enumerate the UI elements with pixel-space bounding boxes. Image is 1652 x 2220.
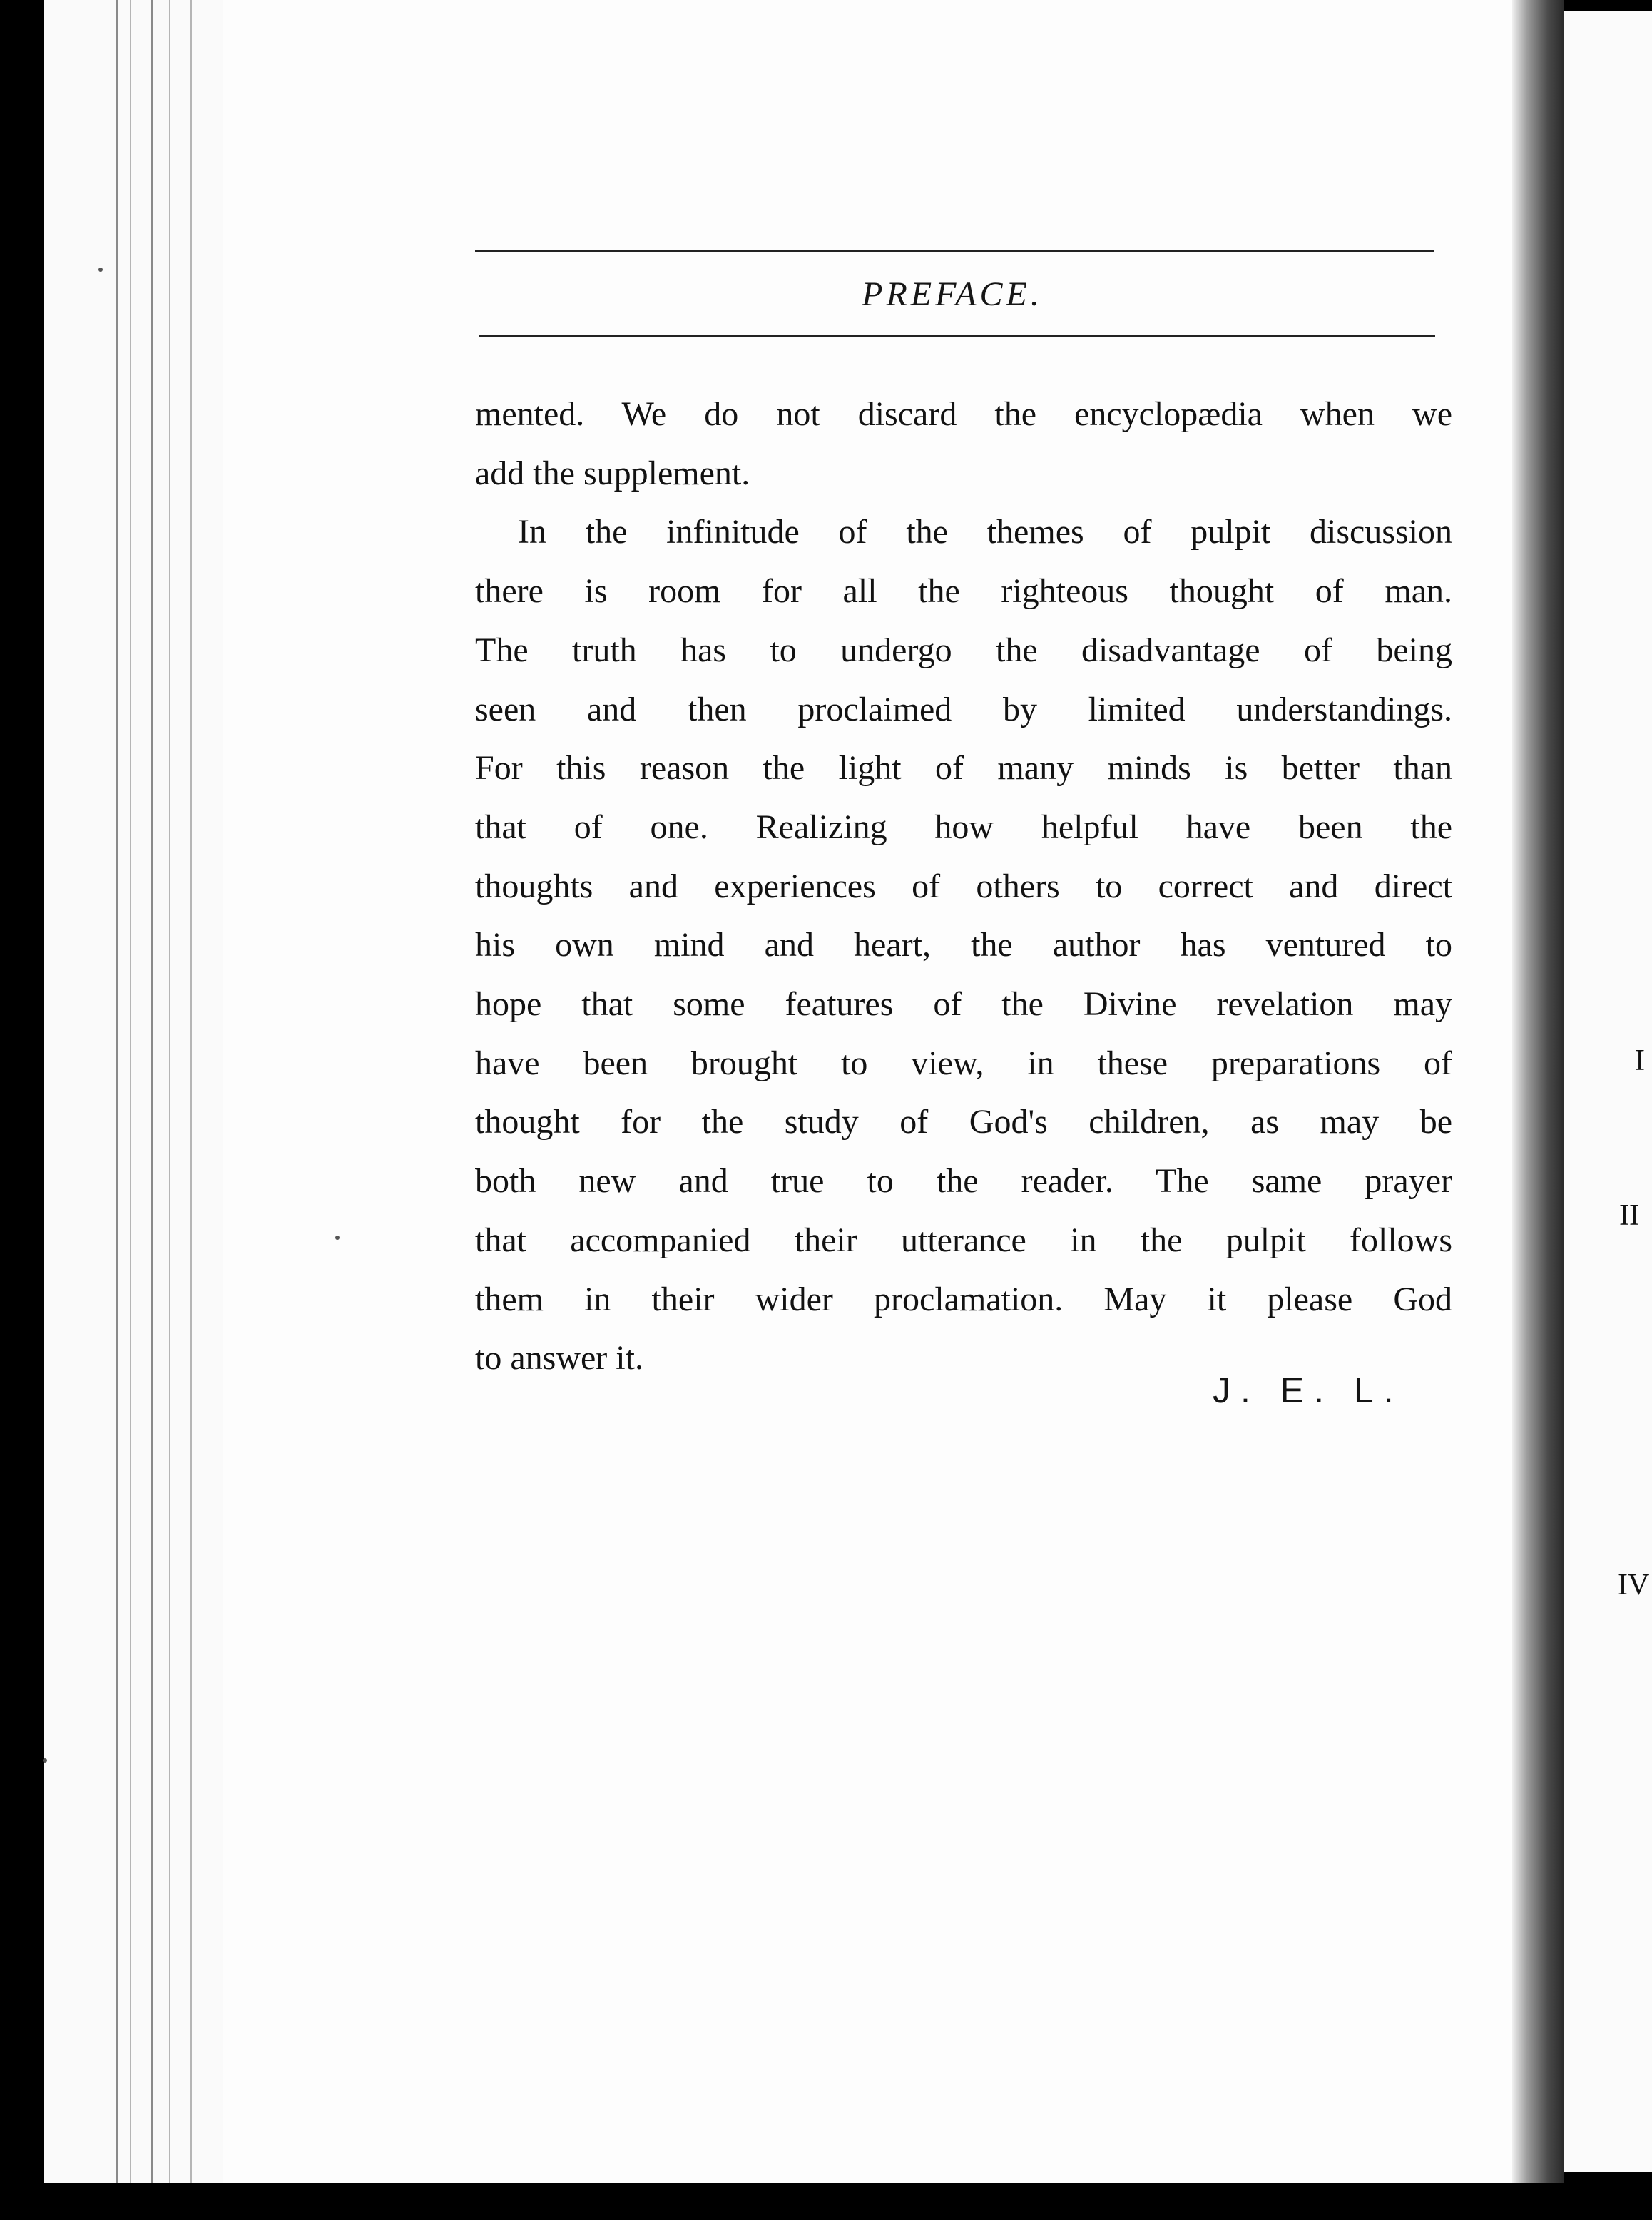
scan-speck <box>98 268 103 272</box>
scan-speck <box>335 1236 340 1240</box>
facing-page-mark: II <box>1619 1199 1639 1232</box>
text-line: add the supplement. <box>475 454 750 492</box>
text-line: The truth has to undergo the disadvantage of being <box>475 631 1452 669</box>
header-rule-bottom <box>479 335 1435 337</box>
text-line: both new and true to the reader. The same prayer <box>475 1162 1452 1201</box>
text-line: seen and then proclaimed by limited understandings. <box>475 690 1452 728</box>
text-line: his own mind and heart, the author has ventured to <box>475 926 1452 964</box>
scan-speck <box>43 1758 47 1763</box>
binding-shadow <box>1512 0 1564 2183</box>
scan-bottom-border <box>0 2183 1652 2220</box>
text-line: mented. We do not discard the encyclopædia when we <box>475 395 1452 433</box>
text-line: In the infinitude of the themes of pulpit discussion <box>518 513 1452 551</box>
page-edge-line <box>116 0 118 2183</box>
text-line: there is room for all the righteous thought of man. <box>475 572 1452 611</box>
text-line: that of one. Realizing how helpful have been the <box>475 808 1452 846</box>
author-initials: J. E. L. <box>1213 1370 1404 1410</box>
text-line: have been brought to view, in these preparations of <box>475 1044 1452 1082</box>
page-edge-line <box>169 0 170 2183</box>
text-line: thoughts and experiences of others to correct and direct <box>475 867 1452 905</box>
page-edges <box>44 0 223 2220</box>
text-line: them in their wider proclamation. May it please God <box>475 1280 1452 1318</box>
scan-left-border <box>0 0 44 2220</box>
page-edge-line <box>190 0 192 2183</box>
facing-page-mark: I <box>1635 1044 1645 1077</box>
text-line: hope that some features of the Divine revelation may <box>475 985 1452 1024</box>
scan-top-right-border <box>1564 0 1652 11</box>
text-line: to answer it. <box>475 1339 643 1378</box>
preface-text <box>475 385 1452 1388</box>
running-head: PREFACE. <box>862 275 1043 313</box>
facing-page-mark: IV <box>1618 1569 1650 1602</box>
text-line: thought for the study of God's children, as may be <box>475 1103 1452 1141</box>
text-line: For this reason the light of many minds is better than <box>475 749 1452 788</box>
page-edge-line <box>130 0 131 2183</box>
header-rule-top <box>475 250 1434 252</box>
facing-page-strip <box>1564 11 1652 2172</box>
text-line: that accompanied their utterance in the pulpit follows <box>475 1221 1452 1259</box>
page-edge-line <box>151 0 153 2183</box>
